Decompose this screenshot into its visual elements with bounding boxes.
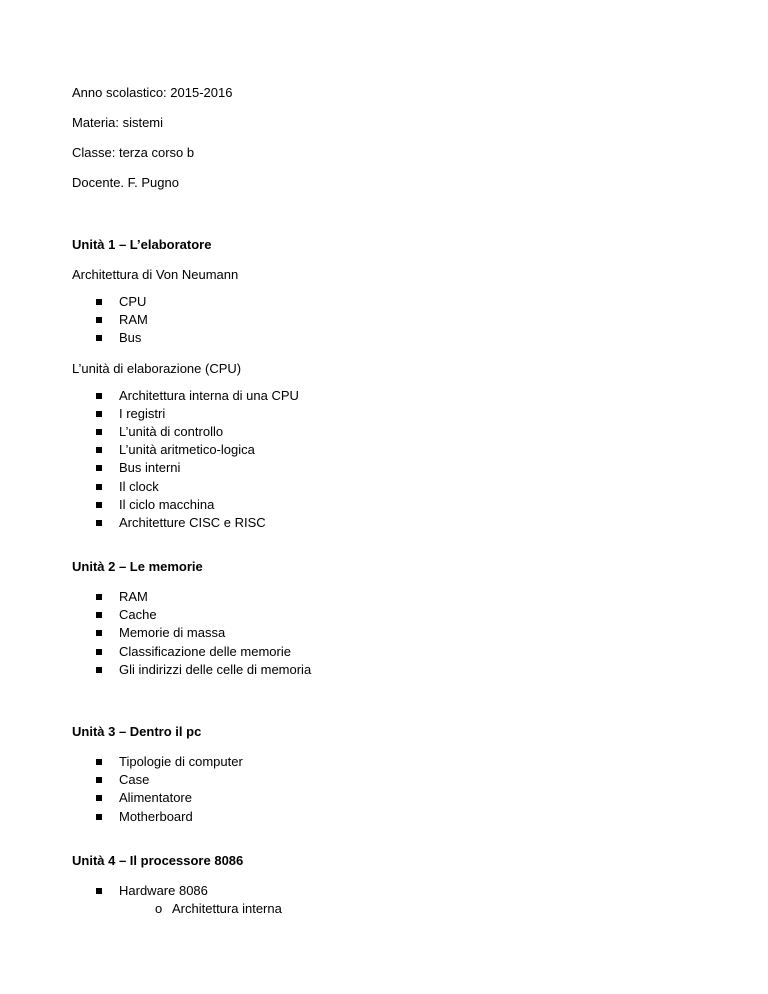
unit-3-list bbox=[72, 753, 692, 826]
list-item: Alimentatore bbox=[96, 789, 692, 807]
square-bullet-icon bbox=[96, 777, 102, 783]
unit-2-title: Unità 2 – Le memorie bbox=[72, 559, 203, 575]
square-bullet-icon bbox=[96, 299, 102, 305]
school-year: Anno scolastico: 2015-2016 bbox=[72, 85, 233, 100]
unit-1-list-cpu bbox=[72, 387, 692, 533]
list-item: Gli indirizzi delle celle di memoria bbox=[96, 661, 692, 679]
list-item: RAM bbox=[96, 311, 692, 329]
list-item: Cache bbox=[96, 606, 692, 624]
square-bullet-icon bbox=[96, 502, 102, 508]
list-item: Bus interni bbox=[96, 459, 692, 477]
square-bullet-icon bbox=[96, 630, 102, 636]
square-bullet-icon bbox=[96, 667, 102, 673]
list-item: L’unità di controllo bbox=[96, 423, 692, 441]
unit-4-sublist bbox=[72, 900, 692, 918]
list-item: o Architettura interna bbox=[155, 900, 282, 916]
list-item: L’unità aritmetico-logica bbox=[96, 441, 692, 459]
unit-1-subtitle-cpu: L’unità di elaborazione (CPU) bbox=[72, 360, 242, 376]
square-bullet-icon bbox=[96, 594, 102, 600]
class: Classe: terza corso b bbox=[72, 145, 195, 160]
square-bullet-icon bbox=[96, 411, 102, 417]
teacher: Docente. F. Pugno bbox=[72, 175, 179, 190]
square-bullet-icon bbox=[96, 612, 102, 618]
list-item: Case bbox=[96, 771, 692, 789]
list-item: Motherboard bbox=[96, 808, 692, 826]
unit-1-title: Unità 1 – L’elaboratore bbox=[72, 237, 212, 252]
list-item: Memorie di massa bbox=[96, 624, 692, 642]
unit-4-list bbox=[72, 882, 692, 900]
square-bullet-icon bbox=[96, 814, 102, 820]
square-bullet-icon bbox=[96, 795, 102, 801]
circle-bullet-icon: o bbox=[155, 900, 163, 916]
square-bullet-icon bbox=[96, 393, 102, 399]
square-bullet-icon bbox=[96, 335, 102, 341]
square-bullet-icon bbox=[96, 317, 102, 323]
list-item: Architettura interna di una CPU bbox=[96, 387, 692, 405]
list-item: Hardware 8086 bbox=[96, 882, 692, 900]
list-item: Tipologie di computer bbox=[96, 753, 692, 771]
square-bullet-icon bbox=[96, 759, 102, 765]
square-bullet-icon bbox=[96, 465, 102, 471]
unit-2-list bbox=[72, 588, 692, 679]
list-item: Classificazione delle memorie bbox=[96, 643, 692, 661]
square-bullet-icon bbox=[96, 520, 102, 526]
subject: Materia: sistemi bbox=[72, 115, 164, 130]
square-bullet-icon bbox=[96, 649, 102, 655]
unit-1-list-von-neumann bbox=[72, 293, 692, 348]
list-item: Architetture CISC e RISC bbox=[96, 514, 692, 532]
list-item: I registri bbox=[96, 405, 692, 423]
list-item: Il ciclo macchina bbox=[96, 496, 692, 514]
square-bullet-icon bbox=[96, 484, 102, 490]
document-page bbox=[72, 84, 692, 918]
square-bullet-icon bbox=[96, 447, 102, 453]
list-item: CPU bbox=[96, 293, 692, 311]
list-item: Bus bbox=[96, 329, 692, 347]
square-bullet-icon bbox=[96, 888, 102, 894]
unit-4-title: Unità 4 – Il processore 8086 bbox=[72, 852, 244, 868]
square-bullet-icon bbox=[96, 429, 102, 435]
unit-3-title: Unità 3 – Dentro il pc bbox=[72, 724, 202, 739]
list-item: RAM bbox=[96, 588, 692, 606]
unit-1-subtitle-von-neumann: Architettura di Von Neumann bbox=[72, 267, 239, 282]
list-item: Il clock bbox=[96, 478, 692, 496]
